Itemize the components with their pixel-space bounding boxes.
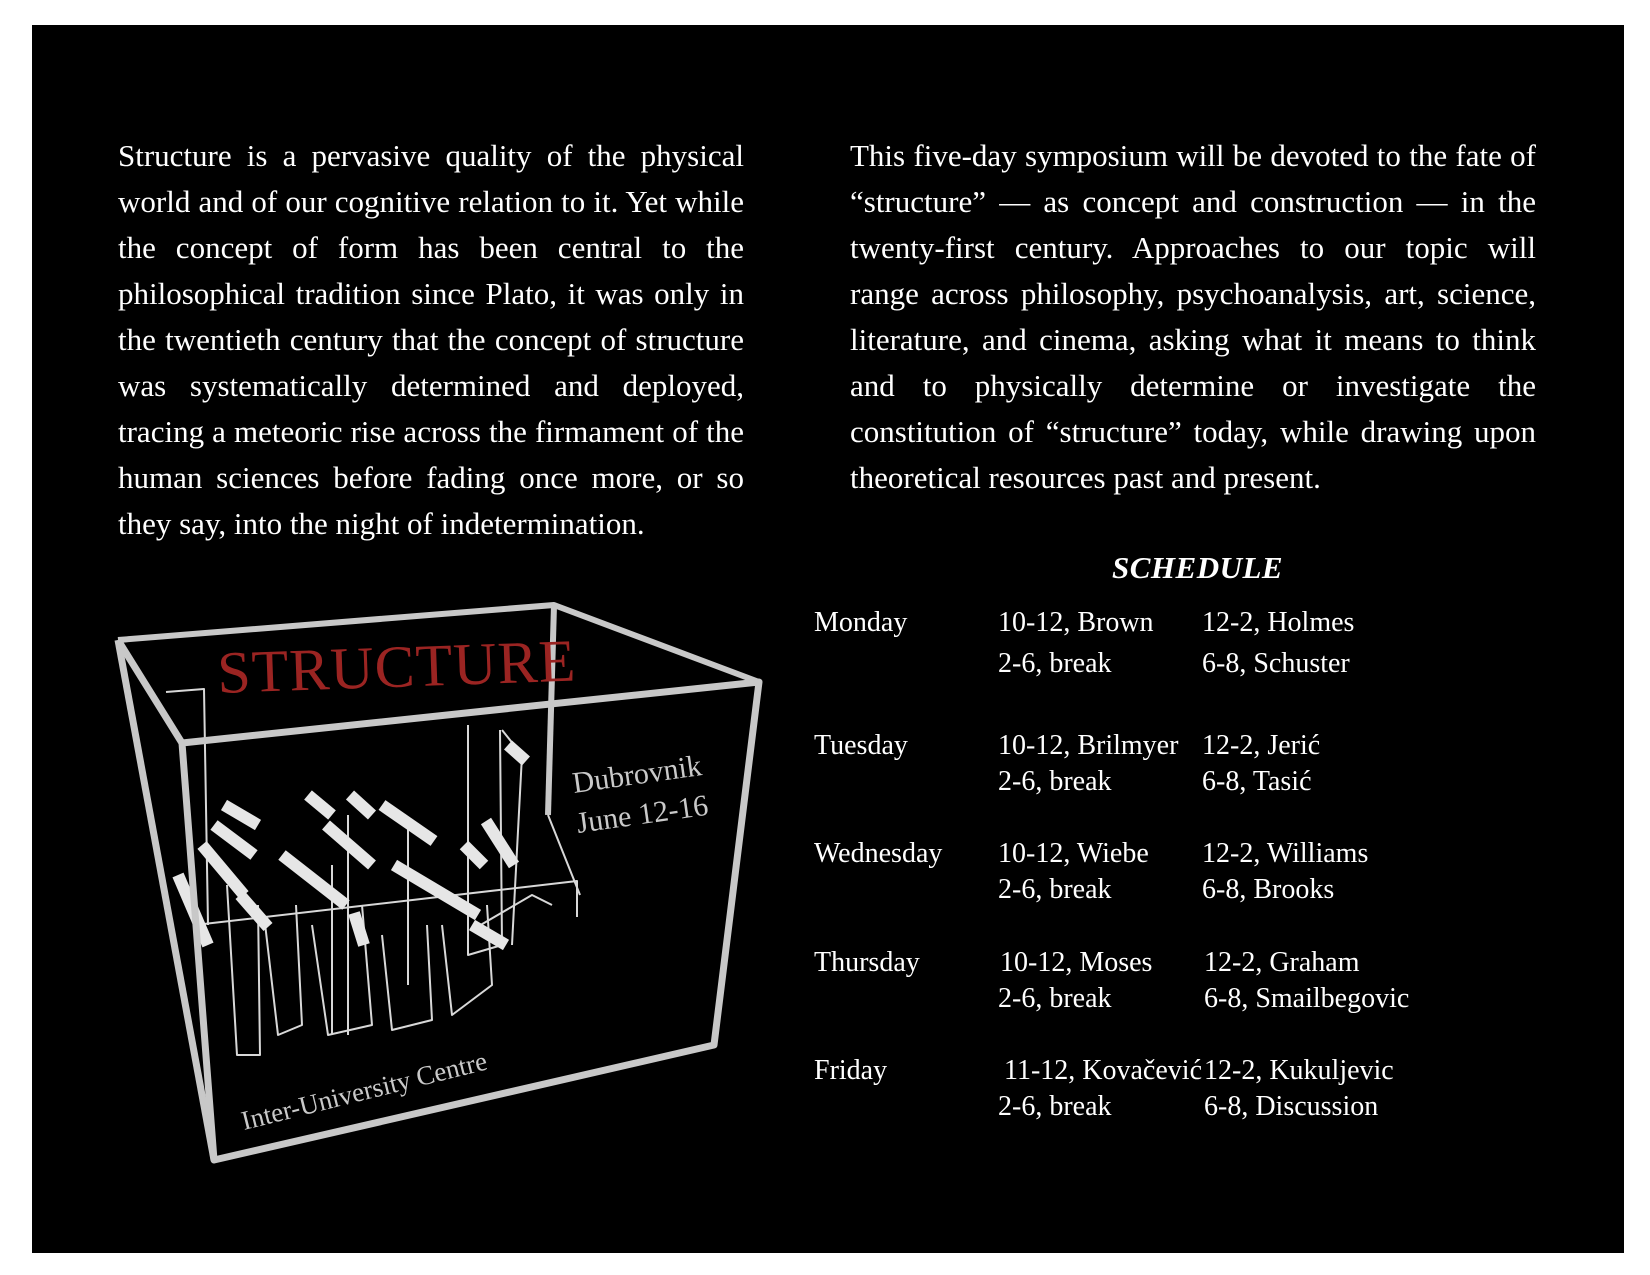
schedule-day-label: Monday [814,607,908,638]
artwork-location: Dubrovnik [570,749,704,800]
schedule-slot: 10-12, Brilmyer [998,730,1179,761]
schedule-slot: 12-2, Jerić [1202,730,1321,761]
artwork-dates: June 12-16 [574,788,711,840]
schedule-slot: 12-2, Holmes [1202,607,1355,638]
schedule-slot: 6-8, Discussion [1204,1091,1379,1122]
schedule-slot: 10-12, Wiebe [998,838,1149,869]
schedule-day-label: Thursday [814,947,920,978]
schedule-heading: SCHEDULE [1112,550,1284,585]
schedule-slot: 12-2, Kukuljevic [1204,1055,1394,1086]
schedule-slot: 6-8, Brooks [1202,874,1335,905]
schedule-slot: 2-6, break [998,874,1112,905]
schedule-slot: 12-2, Williams [1202,838,1369,869]
poster-page [32,25,1624,1253]
schedule-slot: 2-6, break [998,766,1112,797]
schedule-slot: 10-12, Moses [1000,947,1153,978]
schedule-day-label: Friday [814,1055,888,1086]
artwork-title: STRUCTURE [216,627,578,706]
schedule-day-label: Wednesday [814,838,943,869]
schedule-slot: 2-6, break [998,648,1112,679]
box-inner-blocks [178,745,526,945]
schedule-slot: 12-2, Graham [1204,947,1360,978]
schedule-slot: 6-8, Schuster [1202,648,1350,679]
schedule-slot: 11-12, Kovačević [1004,1055,1202,1086]
schedule-slot: 6-8, Tasić [1202,766,1312,797]
schedule-day-label: Tuesday [814,730,908,761]
artwork-venue: Inter-University Centre [238,1045,491,1136]
structure-box-illustration [32,25,1624,1253]
schedule-slot: 2-6, break [998,1091,1112,1122]
schedule-slot: 10-12, Brown [998,607,1154,638]
intro-paragraph-right: This five-day symposium will be devoted to the fate of “structure” — as concept and construction — in the twenty-first century. Approaches to our topic will range across philosophy, psychoanalysis, art, science, literature, and cinema, asking what it means to think and to physically determine or investigate the constitution of “structure” today, while drawing upon theoretical resources past and present. [850,138,1536,495]
schedule-slot: 6-8, Smailbegovic [1204,983,1410,1014]
schedule-slot: 2-6, break [998,983,1112,1014]
intro-paragraph-left: Structure is a pervasive quality of the physical world and of our cognitive relation to it. Yet while the concept of form has been central to the philosophical tradition since Plato, it was only in the twentieth century that the concept of structure was systematically determined and deployed, tracing a meteoric rise across the firmament of the human sciences before fading once more, or so they say, into the night of indetermination. [118,138,744,541]
